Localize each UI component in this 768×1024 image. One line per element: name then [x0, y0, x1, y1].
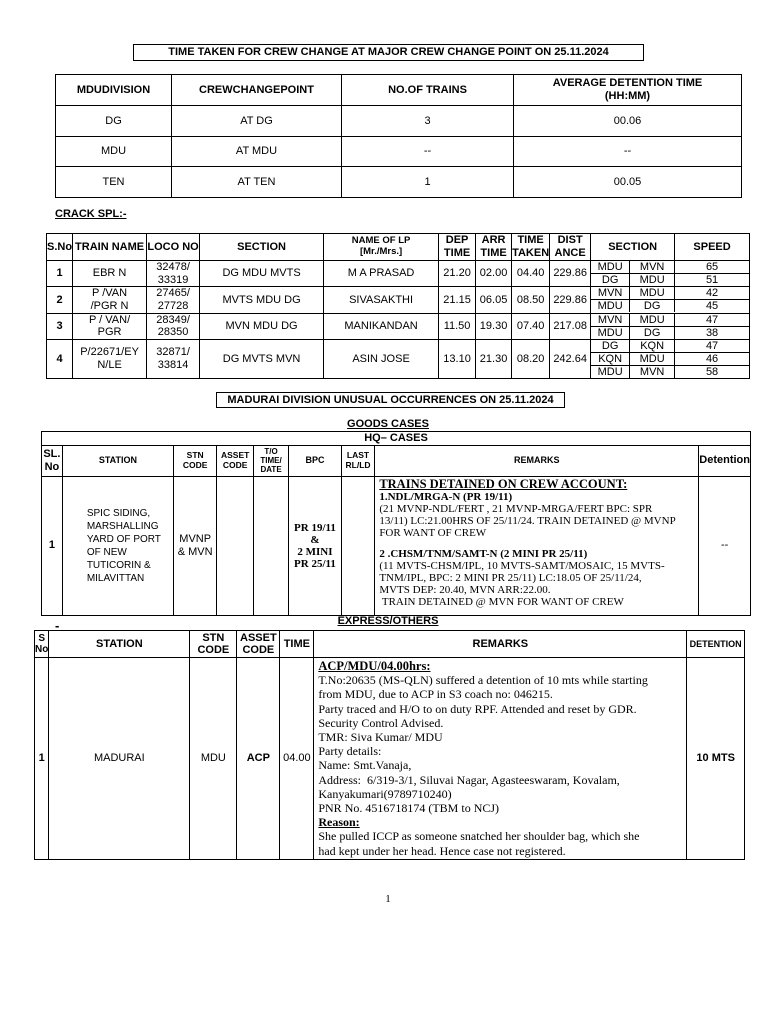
- sub-section-cell: [591, 339, 750, 378]
- goods-cases-table: [41, 431, 751, 616]
- crew-change-table: [55, 74, 742, 198]
- to-station: MVN: [630, 261, 675, 274]
- trains-cell: 1: [342, 167, 514, 198]
- col-speed: SPEED: [675, 234, 750, 261]
- station-cell: SPIC SIDING, MARSHALLING YARD OF PORT OF NEW TUTICORIN & MILAVITTAN: [62, 476, 173, 615]
- to-station: DG: [630, 326, 675, 339]
- section-cell: DG MVTS MVN: [200, 339, 324, 378]
- crack-spl-heading: CRACK SPL:-: [55, 208, 127, 220]
- table-row: [47, 261, 750, 287]
- col-detention: DETENTION: [687, 631, 745, 658]
- loco-no-cell: 28349/ 28350: [147, 313, 200, 339]
- detention-cell: 00.05: [514, 167, 742, 198]
- col-detention: Detention: [699, 445, 751, 476]
- date-label: DATE: [260, 465, 282, 475]
- express-others-heading: EXPRESS/OTHERS: [337, 615, 439, 627]
- detention-cell: 10 MTS: [687, 658, 745, 860]
- table-row: [56, 137, 742, 167]
- distance-cell: 242.64: [550, 339, 591, 378]
- col-station: STATION: [49, 631, 190, 658]
- bpc-cell: PR 19/11 & 2 MINI PR 25/11: [289, 476, 342, 615]
- to-time-cell: [253, 476, 288, 615]
- table-row: [42, 476, 751, 615]
- dep-time-cell: 13.10: [439, 339, 476, 378]
- station-cell: MADURAI: [49, 658, 190, 860]
- col-remarks: REMARKS: [375, 445, 699, 476]
- sl-cell: 1: [42, 476, 63, 615]
- trains-cell: 3: [342, 106, 514, 137]
- s-label: S: [38, 633, 45, 644]
- from-station: MDU: [591, 326, 630, 339]
- section-cell: MVTS MDU DG: [200, 287, 324, 313]
- arr-time-cell: 21.30: [476, 339, 512, 378]
- to-station: MDU: [630, 314, 675, 327]
- col-arr-time: [476, 234, 512, 261]
- from-station: MDU: [591, 300, 630, 313]
- lp-name-label: NAME OF LP: [351, 235, 411, 247]
- from-station: MVN: [591, 287, 630, 300]
- asset-code-cell: ACP: [237, 658, 280, 860]
- stn-code-cell: MVNP & MVN: [173, 476, 216, 615]
- trains-cell: --: [342, 137, 514, 167]
- speed-value: 65: [675, 261, 749, 274]
- train-name-cell: P /VAN /PGR N: [73, 287, 147, 313]
- asset-label: ASSET: [240, 632, 277, 644]
- to-station: KQN: [630, 340, 675, 353]
- from-station: DG: [591, 274, 630, 287]
- train-name-cell: P/22671/EY N/LE: [73, 339, 147, 378]
- asset-label: ASSET: [220, 449, 250, 460]
- lp-title-label: [Mr./Mrs.]: [359, 246, 403, 257]
- to-station: MDU: [630, 287, 675, 300]
- speed-value: 51: [675, 274, 749, 287]
- distance-cell: 229.86: [550, 261, 591, 287]
- time-cell: 04.00: [280, 658, 314, 860]
- sno-cell: 2: [47, 287, 73, 313]
- col-to-time-date: [253, 445, 288, 476]
- detention-cell: --: [699, 476, 751, 615]
- arr-time-cell: 02.00: [476, 261, 512, 287]
- detention-cell: 00.06: [514, 106, 742, 137]
- speed-value: 47: [675, 314, 749, 327]
- arr-time-cell: 19.30: [476, 313, 512, 339]
- to-station: MDU: [630, 352, 675, 365]
- train-name-cell: EBR N: [73, 261, 147, 287]
- table-row: [56, 167, 742, 198]
- col-loco-no: LOCO NO: [147, 234, 200, 261]
- division-cell: MDU: [56, 137, 172, 167]
- code-label: CODE: [182, 459, 208, 470]
- arr-label: ARR: [481, 234, 506, 247]
- speed-value: 47: [675, 340, 749, 353]
- col-average-detention: [514, 75, 742, 106]
- col-mdudivision: MDUDIVISION: [56, 75, 172, 106]
- sub-section-row: [591, 314, 749, 327]
- col-sno: S.No: [47, 234, 73, 261]
- dep-time-cell: 21.15: [439, 287, 476, 313]
- sub-section-row: [591, 300, 749, 313]
- from-station: DG: [591, 340, 630, 353]
- remarks-heading: ACP/MDU/04.00hrs:: [318, 659, 431, 673]
- sub-section-row: [591, 340, 749, 353]
- section-cell: DG MDU MVTS: [200, 261, 324, 287]
- to-station: MDU: [630, 274, 675, 287]
- express-others-table: [34, 630, 745, 860]
- col-stn-code: [173, 445, 216, 476]
- col-dep-time: [439, 234, 476, 261]
- col-last-rl-ld: [341, 445, 375, 476]
- from-station: MVN: [591, 314, 630, 327]
- to-station: MVN: [630, 365, 675, 378]
- sno-cell: 3: [47, 313, 73, 339]
- speed-value: 42: [675, 287, 749, 300]
- asset-code-label: CODE: [222, 459, 248, 470]
- distance-cell: 229.86: [550, 287, 591, 313]
- col-asset-code: [237, 631, 280, 658]
- division-cell: TEN: [56, 167, 172, 198]
- table-row: [35, 658, 745, 860]
- crew-point-cell: AT MDU: [172, 137, 342, 167]
- col-distance: [550, 234, 591, 261]
- sub-section-row: [591, 261, 749, 274]
- dep-time-cell: 11.50: [439, 313, 476, 339]
- sub-section-cell: [591, 261, 750, 287]
- time-taken-cell: 08.20: [512, 339, 550, 378]
- loco-no-cell: 32871/ 33814: [147, 339, 200, 378]
- no-label: No: [35, 644, 49, 655]
- asset-code-cell: [217, 476, 254, 615]
- time-taken-cell: 04.40: [512, 261, 550, 287]
- arr-time-label: TIME: [480, 247, 507, 259]
- taken-label: TAKEN: [512, 247, 550, 259]
- from-station: MDU: [591, 261, 630, 274]
- time-taken-cell: 07.40: [512, 313, 550, 339]
- col-s-no: [35, 631, 49, 658]
- table-row: [47, 313, 750, 339]
- remarks-heading: TRAINS DETAINED ON CREW ACCOUNT:: [379, 476, 628, 491]
- asset-code-label: CODE: [242, 644, 275, 656]
- lp-name-cell: M A PRASAD: [324, 261, 439, 287]
- goods-cases-heading: GOODS CASES: [347, 418, 429, 430]
- speed-value: 58: [675, 365, 749, 378]
- hq-cases-heading: HQ– CASES: [42, 432, 751, 446]
- dep-time-label: TIME: [443, 247, 471, 259]
- sno-cell: 1: [47, 261, 73, 287]
- sno-cell: 4: [47, 339, 73, 378]
- sub-section-row: [591, 274, 749, 287]
- lp-name-cell: MANIKANDAN: [324, 313, 439, 339]
- lp-name-cell: ASIN JOSE: [324, 339, 439, 378]
- section-cell: MVN MDU DG: [200, 313, 324, 339]
- col-remarks: REMARKS: [314, 631, 687, 658]
- col-time: TIME: [280, 631, 314, 658]
- col-section: SECTION: [200, 234, 324, 261]
- sl-label: SL.: [43, 448, 61, 460]
- crack-spl-table: [46, 233, 750, 379]
- last-rl-cell: [341, 476, 375, 615]
- table-row: [47, 287, 750, 313]
- col-no-of-trains: NO.OF TRAINS: [342, 75, 514, 106]
- table-row: [56, 106, 742, 137]
- col-sub-section: SECTION: [591, 234, 675, 261]
- remarks-cell: ACP/MDU/04.00hrs: T.No:20635 (MS-QLN) suffered a detention of 10 mts while starting from MDU, due to ACP in S3 coach no: 046215. Party traced and H/O to on duty RPF. Attended and reset by GDR. Security Control Advised. TMR: Siva Kumar/ MDU Party details: Name: Smt.Vanaja, Address: 6/319-3/1, Siluvai Nagar, Agasteeswaram, Kovalam, Kanyakumari(9789710240) PNR No. 4516718174 (TBM to NCJ) Reason: She pulled ICCP as someone snatched her shoulder bag, which she had kept under her head. Hence case not registered.: [314, 658, 687, 860]
- col-crewchangepoint: CREWCHANGEPOINT: [172, 75, 342, 106]
- lp-name-cell: SIVASAKTHI: [324, 287, 439, 313]
- col-station: STATION: [62, 445, 173, 476]
- sub-section-cell: [591, 313, 750, 339]
- to-station: DG: [630, 300, 675, 313]
- speed-value: 45: [675, 300, 749, 313]
- arr-time-cell: 06.05: [476, 287, 512, 313]
- col-lp-name: [324, 234, 439, 261]
- stray-dash: -: [55, 618, 60, 633]
- loco-no-cell: 32478/ 33319: [147, 261, 200, 287]
- col-bpc: BPC: [289, 445, 342, 476]
- ance-label: ANCE: [554, 247, 586, 259]
- sub-section-row: [591, 326, 749, 339]
- detention-cell: --: [514, 137, 742, 167]
- sub-section-cell: [591, 287, 750, 313]
- average-detention-unit: (HH:MM): [604, 90, 651, 102]
- dep-time-cell: 21.20: [439, 261, 476, 287]
- stn-label: STN: [202, 632, 225, 644]
- train-name-cell: P / VAN/ PGR: [73, 313, 147, 339]
- distance-cell: 217.08: [550, 313, 591, 339]
- page-number: 1: [385, 893, 391, 905]
- code-label: CODE: [197, 644, 230, 656]
- sub-section-row: [591, 352, 749, 365]
- average-detention-label: AVERAGE DETENTION TIME: [552, 77, 703, 90]
- col-stn-code: [190, 631, 237, 658]
- sl-cell: 1: [35, 658, 49, 860]
- crew-point-cell: AT DG: [172, 106, 342, 137]
- crew-point-cell: AT TEN: [172, 167, 342, 198]
- sub-section-row: [591, 287, 749, 300]
- remarks-cell: TRAINS DETAINED ON CREW ACCOUNT: 1.NDL/MRGA-N (PR 19/11) (21 MVNP-NDL/FERT , 21 MVNP-MRGA/FERT BPC: SPR 13/11) LC:21.00HRS OF 25/11/24. TRAIN DETAINED @ MVNP FOR WANT OF CREW 2 .CHSM/TNM/SAMT-N (2 MINI PR 25/11) (11 MVTS-CHSM/IPL, 10 MVTS-SAMT/MOSAIC, 15 MVTS- TNM/IPL, BPC: 2 MINI PR 25/11) LC:18.05 OF 25/11/24, MVTS DEP: 20.40, MVN ARR:22.00. TRAIN DETAINED @ MVN FOR WANT OF CREW: [375, 476, 699, 615]
- unusual-occurrences-title: MADURAI DIVISION UNUSUAL OCCURRENCES ON 25.11.2024: [216, 392, 565, 408]
- dep-label: DEP: [445, 234, 469, 247]
- from-station: KQN: [591, 352, 630, 365]
- time-label: TIME/: [260, 456, 282, 466]
- no-label: No: [44, 460, 60, 473]
- rl-ld-label: RL/LD: [345, 459, 371, 470]
- time-label: TIME: [517, 234, 544, 247]
- col-time-taken: [512, 234, 550, 261]
- table-row: [47, 339, 750, 378]
- sub-section-row: [591, 365, 749, 378]
- from-station: MDU: [591, 365, 630, 378]
- col-sl-no: [42, 445, 63, 476]
- dist-label: DIST: [557, 234, 583, 247]
- col-asset-code: [217, 445, 254, 476]
- loco-no-cell: 27465/ 27728: [147, 287, 200, 313]
- stn-label: STN: [186, 449, 204, 460]
- last-label: LAST: [346, 449, 370, 460]
- to-label: T/O: [264, 447, 278, 457]
- stn-code-cell: MDU: [190, 658, 237, 860]
- time-taken-cell: 08.50: [512, 287, 550, 313]
- speed-value: 46: [675, 352, 749, 365]
- crew-change-title: TIME TAKEN FOR CREW CHANGE AT MAJOR CREW CHANGE POINT ON 25.11.2024: [133, 44, 644, 61]
- speed-value: 38: [675, 326, 749, 339]
- division-cell: DG: [56, 106, 172, 137]
- col-train-name: TRAIN NAME: [73, 234, 147, 261]
